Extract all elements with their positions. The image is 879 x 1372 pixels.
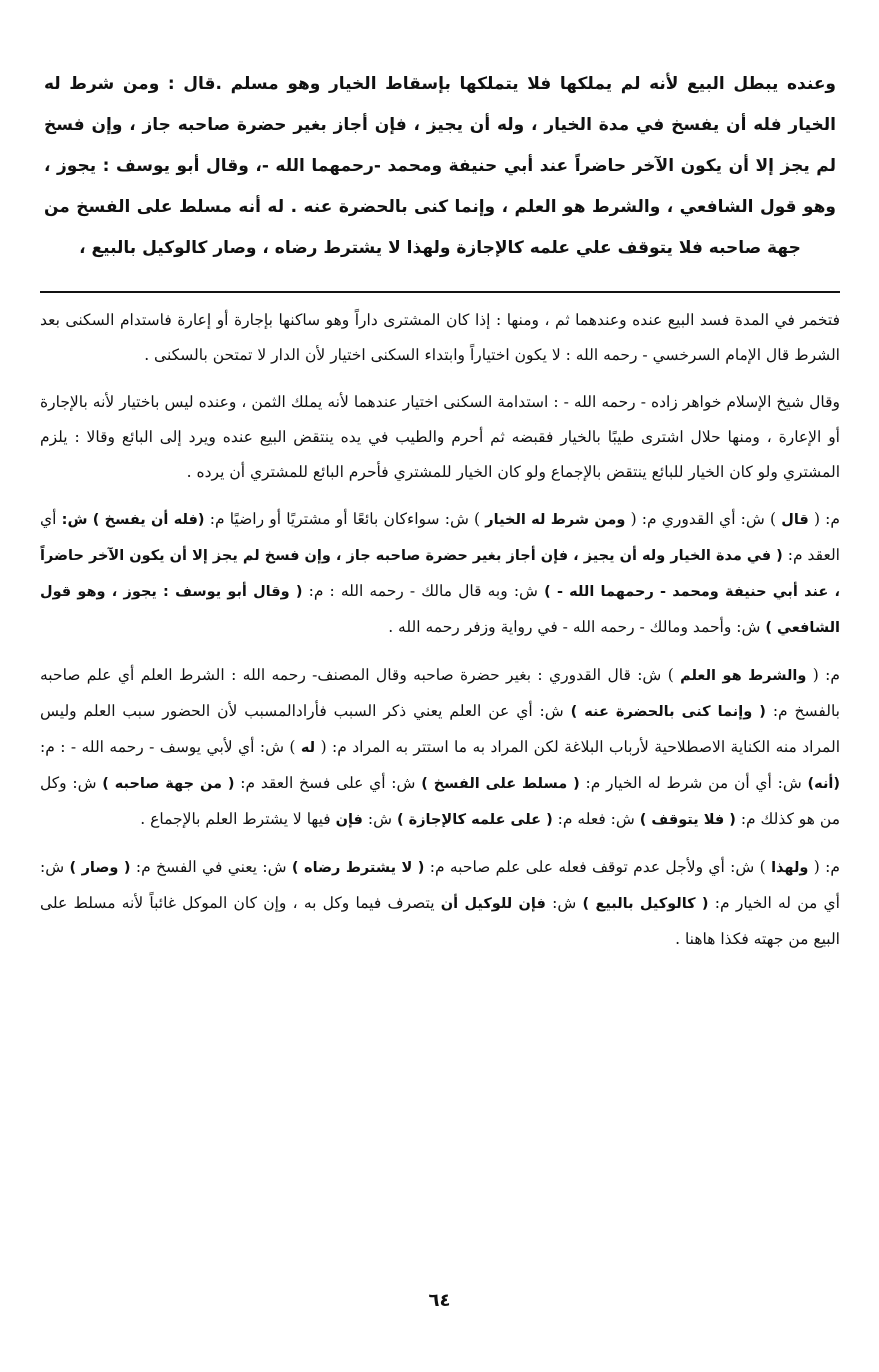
quoted-text: ولهذا: [771, 860, 809, 876]
quoted-text: ( وقال أبو يوسف : يجوز ، وهو قول الشافعي ): [40, 584, 840, 636]
text-segment: ) ش: أي لأبي يوسف - رحمه الله - : م:: [40, 738, 296, 756]
text-segment: ) ش: أي ولأجل عدم توقف فعله على علم صاحبه م:: [429, 858, 766, 876]
quoted-text: ( لا يشترط رضاه ): [291, 860, 425, 876]
quoted-text: ( من جهة صاحبه ): [102, 776, 235, 792]
text-segment: يتصرف فيما وكل به ، وإن كان الموكل غائباً لأنه مسلط على البيع من جهته فكذا هاهنا .: [40, 894, 840, 948]
main-text: وعنده يبطل البيع لأنه لم يملكها فلا يتملكها بإسقاط الخيار وهو مسلم .قال : ومن شرط له الخيار فله أن يفسخ في مدة الخيار ، وله أن يجيز ، فإن أجاز بغير حضرة صاحبه جاز ، وإن فسخ لم يجز إلا أن يكون الآخر حاضراً عند أبي حنيفة ومحمد -رحمهما الله -، وقال أبو يوسف : يجوز ، وهو قول الشافعي ، والشرط هو العلم ، وإنما كنى بالحضرة عنه . له أنه مسلط على الفسخ من جهة صاحبه فلا يتوقف علي علمه كالإجازة ولهذا لا يشترط رضاه ، وصار كالوكيل بالبيع ،: [44, 74, 836, 258]
text-segment: ش: وكل من هو كذلك م:: [40, 774, 840, 828]
text-segment: ش: يعني في الفسخ م:: [135, 858, 287, 876]
quoted-text: ( فلا يتوقف ): [639, 812, 736, 828]
quoted-text: فإن: [335, 812, 363, 828]
commentary-paragraph-5: [40, 850, 840, 957]
text-segment: ش: فعله م:: [557, 810, 635, 828]
text-segment: ش: أي عن العلم يعني ذكر السبب فأرادالمسبب لأن الحضور سبب العلم وليس المراد منه الكناية الاصطلاحية لأرباب البلاغة لكن المراد به ما استتر به المراد م: (: [40, 702, 841, 756]
commentary-paragraph-1: فتخمر في المدة فسد البيع عنده وعندهما ثم ، ومنها : إذا كان المشترى داراً وهو ساكنها بإجارة أو إعارة فاستدام السكنى بعد الشرط قال الإمام السرخسي - رحمه الله : لا يكون اختياراً وابتداء السكنى اختيار لأن الدار لا تمتحن بالسكنى .: [40, 311, 840, 364]
text-segment: ش: أي من له الخيار م:: [40, 858, 840, 912]
commentary-paragraph-3: [40, 502, 840, 646]
text-segment: ش: وبه قال مالك - رحمه الله : م:: [308, 582, 538, 600]
text-segment: ) ش: قال القدوري : بغير حضرة صاحبه وقال المصنف- رحمه الله : الشرط العلم أي علم صاحبه بالفسخ م:: [40, 666, 840, 720]
text-segment: ش: أي على فسخ العقد م:: [240, 774, 416, 792]
text-segment: أي العقد م:: [40, 510, 840, 564]
quoted-text: (فله أن يفسخ ) ش:: [61, 512, 205, 528]
commentary-paragraph-2: وقال شيخ الإسلام خواهر زاده - رحمه الله - : استدامة السكنى اختيار عندهما لأنه يملك الثمن ، وعنده ليس باختيار لأنه بالإجارة أو الإعارة ، ومنها حلال اشترى طيبًا بالخيار فقبضه ثم أحرم والطيب في يده ينتقض البيع عنده ويرد إلى البائع وقالا : يلزم المشتري ولو كان الخيار للبائع ينتقض بالإجماع ولو كان الخيار للمشتري فأحرم البائع للمشتري أن يرده .: [40, 393, 840, 481]
quoted-text: ( على علمه كالإجازة ): [396, 812, 553, 828]
text-segment: ش:: [552, 894, 577, 912]
quoted-text: والشرط هو العلم: [680, 668, 807, 684]
quoted-text: ( وإنما كنى بالحضرة عنه ): [570, 704, 766, 720]
text-segment: م: (: [813, 510, 840, 528]
quoted-text: (أنه): [807, 776, 840, 792]
text-segment: ش: أي أن من شرط له الخيار م:: [585, 774, 802, 792]
quoted-text: قال: [781, 512, 809, 528]
quoted-text: ومن شرط له الخيار: [485, 512, 626, 528]
quoted-text: ( في مدة الخيار وله أن يجيز ، فإن أجاز بغير حضرة صاحبه جاز ، وإن فسخ لم يجز إلا أن يكون الآخر حاضراً ، عند أبي حنيفة ومحمد - رحمهما الله - ): [40, 548, 841, 600]
quoted-text: ( مسلط على الفسخ ): [421, 776, 580, 792]
quoted-text: له: [300, 740, 316, 756]
quoted-text: ( كالوكيل بالبيع ): [582, 896, 709, 912]
text-segment: ش: وأحمد ومالك - رحمه الله - في رواية وزفر رحمه الله .: [388, 618, 761, 636]
quoted-text: فإن للوكيل أن: [440, 896, 546, 912]
text-segment: م: (: [813, 858, 840, 876]
commentary: [40, 303, 840, 957]
quoted-text: ( وصار ): [69, 860, 131, 876]
text-segment: ) ش: أي القدوري م: (: [630, 510, 777, 528]
text-segment: ش:: [367, 810, 393, 828]
page-number: ٦٤: [428, 1290, 451, 1311]
separator-rule: [40, 291, 840, 293]
commentary-paragraph-4: [40, 658, 840, 838]
text-segment: فيها لا يشترط العلم بالإجماع .: [140, 810, 331, 828]
text-segment: م: (: [812, 666, 840, 684]
text-segment: ) ش: سواءكان بائعًا أو مشتريًا أو راضيًا م:: [209, 510, 481, 528]
page-body: [40, 64, 840, 969]
